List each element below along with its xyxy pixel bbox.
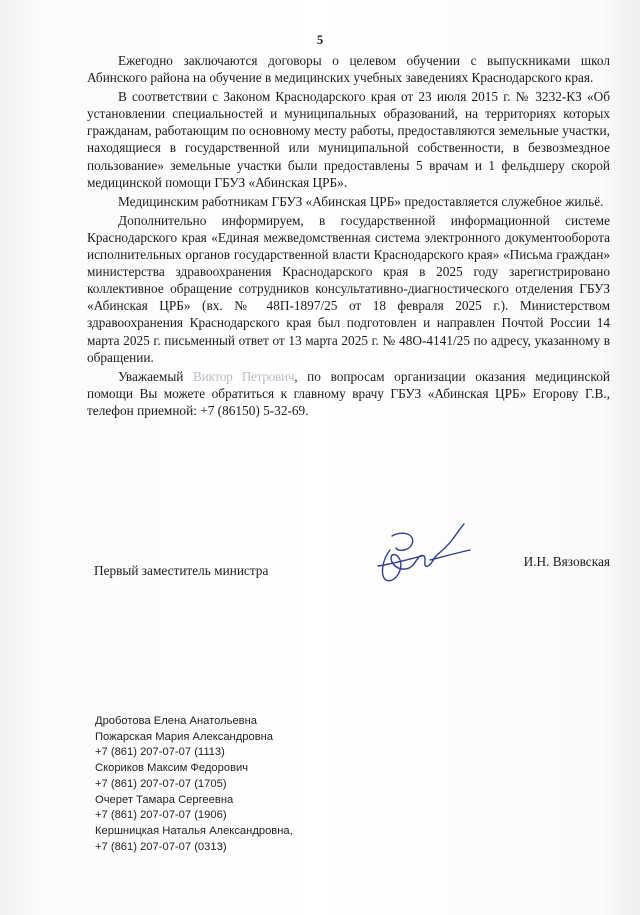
contact-line: Дроботова Елена Анатольевна bbox=[95, 715, 258, 727]
contact-line: +7 (861) 207-07-07 (1113) bbox=[95, 746, 225, 759]
letter-body bbox=[87, 52, 610, 421]
handwritten-signature bbox=[372, 520, 482, 590]
closing-text: , по вопросам организации оказания медицинской помощи Вы можете обратиться к главному врачу ГБУЗ «Абинская ЦРБ» Егорову Г.В., телефон приемной: +7 (86150) 5-32-69. bbox=[87, 368, 610, 418]
closing-greeting: Уважаемый bbox=[118, 368, 184, 384]
signatory-name: И.Н. Вязовская bbox=[523, 554, 610, 569]
contact-line: Пожарская Мария Александровна bbox=[95, 730, 274, 743]
paragraph-closing bbox=[87, 368, 610, 419]
paragraph-housing: Медицинским работникам ГБУЗ «Абинская ЦРБ» предоставляется служебное жильё. bbox=[118, 193, 604, 209]
paragraph-appeal-info: Дополнительно информируем, в государственной информационной системе Краснодарского края «Единая межведомственная система электронного документооборота исполнительных органов государственной власти Краснодарского края» «Письма граждан» министерства здравоохранения Краснодарского края в 2025 году зарегистрировано коллективное обращение сотрудников консультативно-диагностического отделения ГБУЗ «Абинская ЦРБ» (вх. № 48П-1897/25 от 18 февраля 2025 г.). Министерством здравоохранения Краснодарского края был подготовлен и направлен Почтой России 14 марта 2025 г. письменный ответ от 13 марта 2025 г. № 48О-4141/25 по адресу, указанному в обращении. bbox=[87, 212, 610, 365]
contact-line: Очерет Тамара Сергеевна bbox=[95, 793, 234, 806]
contact-line: +7 (861) 207-07-07 (1705) bbox=[95, 777, 227, 790]
paragraph-land-plots: В соответствии с Законом Краснодарского края от 23 июля 2015 г. № 3232-КЗ «Об установлении специальностей и муниципальных образований, на территориях которых гражданам, работающим по основному месту работы, предоставляются земельные участки, находящиеся в государственной или муниципальной собственности, в безвозмездное пользование» земельные участки были предоставлены 5 врачам и 1 фельдшеру скорой медицинской помощи ГБУЗ «Абинская ЦРБ». bbox=[87, 89, 610, 190]
page-number: 5 bbox=[316, 33, 324, 47]
contact-line: +7 (861) 207-07-07 (1906) bbox=[95, 809, 227, 822]
closing-addressee-smudged: Виктор Петрович bbox=[193, 368, 295, 384]
contacts-list bbox=[95, 714, 293, 855]
contact-line: Скориков Максим Федорович bbox=[95, 762, 249, 775]
contact-line: Кершницкая Наталья Александровна, bbox=[95, 824, 293, 837]
paragraph-target-training: Ежегодно заключаются договоры о целевом обучении с выпускниками школ Абинского района на обучение в медицинских учебных заведениях Краснодарского края. bbox=[87, 53, 610, 86]
signatory-role: Первый заместитель министра bbox=[94, 563, 269, 578]
contact-line: +7 (861) 207-07-07 (0313) bbox=[95, 840, 227, 853]
signature-block bbox=[87, 554, 610, 587]
